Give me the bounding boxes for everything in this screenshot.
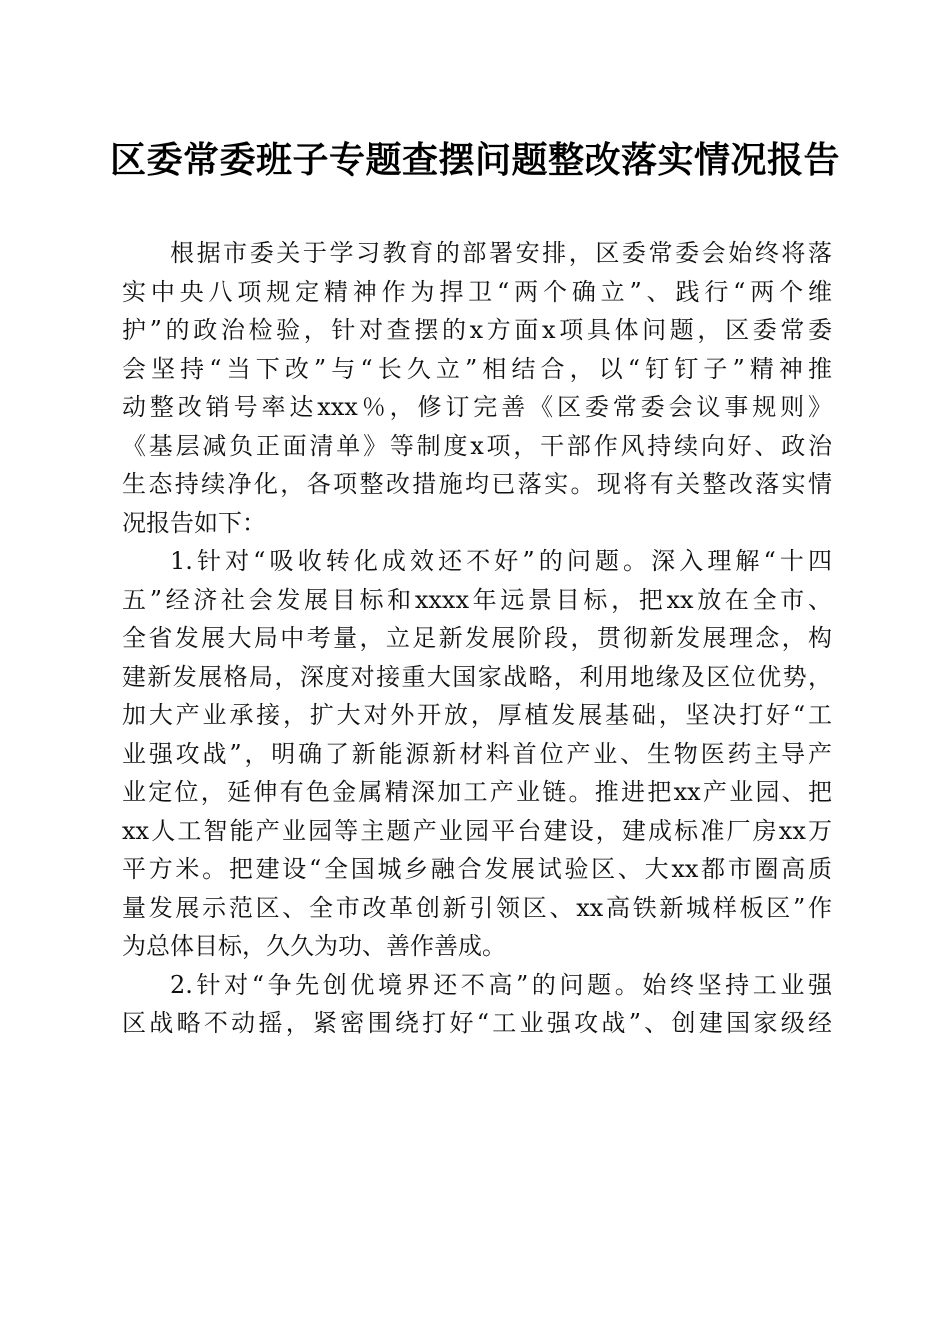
paragraph-line: 五”经济社会发展目标和xxxx年远景目标，把xx放在全市、 [122,585,832,614]
paragraph-line: 根据市委关于学习教育的部署安排，区委常委会始终将落 [170,239,832,267]
paragraph-line: 2.针对“争先创优境界还不高”的问题。始终坚持工业强 [170,970,832,999]
paragraph-line: 建新发展格局，深度对接重大国家战略，利用地缘及区位优势， [122,662,832,691]
paragraph-line: 为总体目标，久久为功、善作善成。 [122,932,506,960]
document-title: 区委常委班子专题查摆问题整改落实情况报告 [109,139,840,181]
paragraph-line: 业强攻战”，明确了新能源新材料首位产业、生物医药主导产 [122,739,832,768]
paragraph-line: 生态持续净化，各项整改措施均已落实。现将有关整改落实情 [122,470,832,498]
paragraph-line: 平方米。把建设“全国城乡融合发展试验区、大xx都市圈高质 [122,855,832,883]
paragraph-line: 会坚持“当下改”与“长久立”相结合，以“钉钉子”精神推 [122,354,832,383]
paragraph-line: 实中央八项规定精神作为捍卫“两个确立”、践行“两个维 [122,277,832,306]
paragraph-line: 动整改销号率达xxx％，修订完善《区委常委会议事规则》 [122,393,832,421]
paragraph-line: 全省发展大局中考量，立足新发展阶段，贯彻新发展理念，构 [122,624,832,652]
paragraph-intro [122,234,832,542]
paragraph-line: 业定位，延伸有色金属精深加工产业链。推进把xx产业园、把 [122,778,832,806]
paragraph-line: xx人工智能产业园等主题产业园平台建设，建成标准厂房xx万 [122,816,832,845]
paragraph-line: 护”的政治检验，针对查摆的x方面x项具体问题，区委常委 [122,316,832,344]
paragraph-line: 况报告如下： [122,508,266,537]
paragraph-line: 《基层减负正面清单》等制度x项，干部作风持续向好、政治 [122,431,832,460]
paragraph-line: 区战略不动摇，紧密围绕打好“工业强攻战”、创建国家级经 [122,1009,832,1037]
paragraph-item-2 [122,966,832,1043]
paragraph-line: 量发展示范区、全市改革创新引领区、xx高铁新城样板区”作 [122,893,832,922]
paragraph-line: 加大产业承接，扩大对外开放，厚植发展基础，坚决打好“工 [122,701,832,729]
document-body [122,234,832,1043]
paragraph-item-1 [122,542,832,966]
paragraph-line: 1.针对“吸收转化成效还不好”的问题。深入理解“十四 [170,547,832,575]
